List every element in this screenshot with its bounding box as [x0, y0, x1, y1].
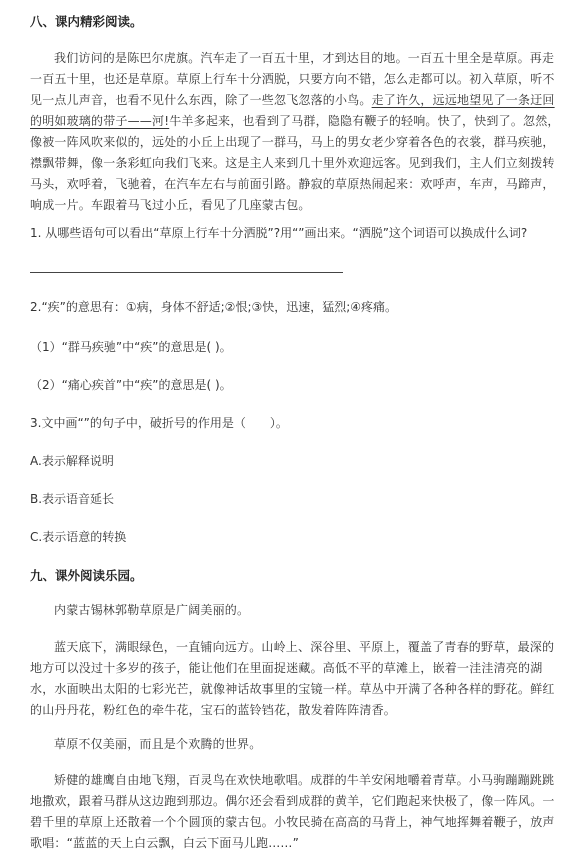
- question-1: 1. 从哪些语句可以看出“草原上行车十分洒脱”?用“”画出来。“洒脱”这个词语可以换成什么词?: [30, 226, 528, 240]
- question-2-2: （2）“痛心疾首”中“疾”的意思是( )。: [30, 378, 232, 392]
- question-2: 2.“疾”的意思有：①病，身体不舒适;②恨;③快，迅速，猛烈;④疼痛。: [30, 300, 398, 314]
- option-b[interactable]: B.表示语音延长: [30, 492, 115, 506]
- passage-9-p4: 矫健的雄鹰自由地飞翔，百灵鸟在欢快地歌唱。成群的牛羊安闲地嚼着青草。小马驹蹦蹦跳跳地撒欢，跟着马群从这边跑到那边。偶尔还会看到成群的黄羊，它们跑起来快极了，像一阵风。一碧千里的草原上还散着一个个圆顶的蒙古包。小牧民骑在高高的马背上，神气地挥舞着鞭子，放声歌唱：“蓝蓝的天上白云飘，白云下面马儿跑……”: [30, 773, 555, 850]
- underlined-sentence: 走了许久，远远地望见了一条迂回的明如玻璃的带子——河!: [30, 93, 555, 128]
- passage-text-1: 我们访问的是陈巴尔虎旗。汽车走了一百五十里，才到达目的地。一百五十里全是草原。再走一百五十里，也还是草原。草原上行车十分洒脱，只要方向不错，怎么走都可以。初入草原，听不见一点儿声音，也看不见什么东西，除了一些忽飞忽落的小鸟。: [30, 51, 555, 107]
- section-8-title: 八、课内精彩阅读。: [30, 14, 143, 29]
- section-9-title: 九、课外阅读乐园。: [30, 568, 143, 583]
- option-c[interactable]: C.表示语意的转换: [30, 530, 127, 544]
- reading-passage-1: [30, 48, 562, 216]
- option-a[interactable]: A.表示解释说明: [30, 454, 114, 468]
- question-2-1: （1）“群马疾驰”中“疾”的意思是( )。: [30, 340, 232, 354]
- passage-9-p2: 蓝天底下，满眼绿色，一直铺向远方。山岭上、深谷里、平原上，覆盖了青春的野草，最深的地方可以没过十多岁的孩子，能让他们在里面捉迷藏。高低不平的草滩上，嵌着一洼洼清亮的湖水，水面映出太阳的七彩光芒，就像神话故事里的宝镜一样。草丛中开满了各种各样的野花。鲜红的山丹丹花，粉红色的牵牛花，宝石的蓝铃铛花，散发着阵阵清香。: [30, 640, 555, 717]
- passage-9-p1: 内蒙古锡林郭勒草原是广阔美丽的。: [54, 603, 250, 617]
- answer-line[interactable]: [30, 272, 343, 273]
- question-3: 3.文中画“”的句子中，破折号的作用是（ ）。: [30, 416, 288, 430]
- passage-9-p3: 草原不仅美丽，而且是个欢腾的世界。: [54, 737, 262, 751]
- passage-text-2: 牛羊多起来，也看到了马群，隐隐有鞭子的轻响。快了，快到了。忽然，像被一阵风吹来似的，远处的小丘上出现了一群马，马上的男女老少穿着各色的衣裳，群马疾驰，襟飘带舞，像一条彩虹向我们飞来。这是主人来到几十里外欢迎远客。见到我们，主人们立刻拨转马头，欢呼着，飞驰着，在汽车左右与前面引路。静寂的草原热闹起来：欢呼声，车声，马蹄声，响成一片。车跟着马飞过小丘，看见了几座蒙古包。: [30, 114, 560, 212]
